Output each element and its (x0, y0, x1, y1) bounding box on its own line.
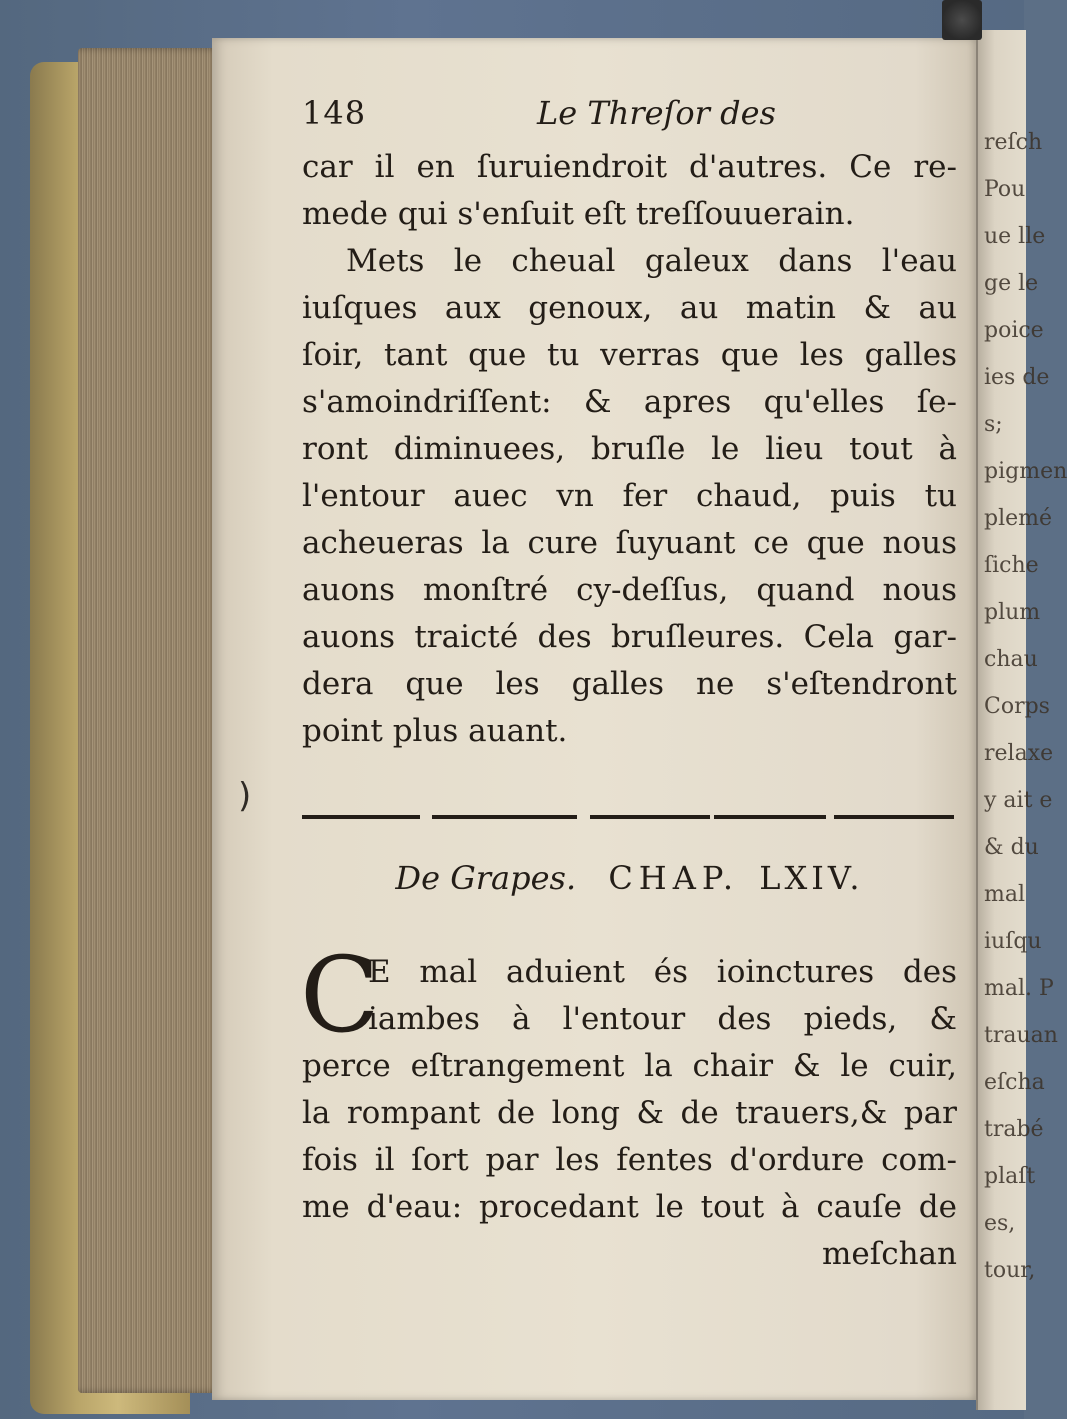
rule-segment (590, 815, 710, 819)
facing-page-fragment: poice (984, 318, 1044, 343)
text-line: ſoir, tant que tu verras que les galles (302, 337, 957, 373)
page-clip (942, 0, 982, 40)
chapter-title: De Grapes. (395, 859, 577, 897)
rule-segment (714, 815, 826, 819)
chapter-number: LXIV. (759, 859, 864, 897)
facing-page-fragment: iuſqu (984, 929, 1042, 954)
text-line: la rompant de long & de trauers,& par (302, 1095, 957, 1131)
text-line: auons traicté des bruſleures. Cela gar- (302, 619, 957, 655)
facing-page-fragment: mal. P (984, 976, 1054, 1001)
margin-mark: ) (238, 776, 252, 816)
facing-page-fragment: & du (984, 835, 1039, 860)
facing-page (976, 30, 1067, 1410)
rule-segment (432, 815, 577, 819)
facing-page-fragment: plaſt (984, 1164, 1036, 1189)
catchword: meſchan (822, 1236, 957, 1272)
text-line: fois il ſort par les fentes d'ordure com- (302, 1142, 957, 1178)
text-line: ront diminuees, bruſle le lieu tout à (302, 431, 957, 467)
facing-page-fragment: ies de (984, 365, 1050, 390)
text-line: perce eſtrangement la chair & le cuir, (302, 1048, 957, 1084)
facing-page-fragment: relaxe (984, 741, 1054, 766)
facing-page-fragment: trabé (984, 1117, 1044, 1142)
facing-page-fragment: y ait e (984, 788, 1053, 813)
facing-page-fragment: ge le (984, 271, 1039, 296)
facing-page-fragment: reſch (984, 130, 1043, 155)
text-line: car il en ſuruiendroit d'autres. Ce re- (302, 149, 957, 185)
ornamental-rule (302, 783, 957, 843)
text-line: iambes à l'entour des pieds, & (368, 1001, 957, 1037)
facing-page-fragment: eſcha (984, 1070, 1045, 1095)
facing-page-fragment: es, (984, 1211, 1016, 1236)
text-line: s'amoindriſſent: & apres qu'elles ſe- (302, 384, 957, 420)
text-line: Mets le cheual galeux dans l'eau (346, 243, 957, 279)
rule-segment (834, 815, 954, 819)
text-line: auons monſtré cy-deſſus, quand nous (302, 572, 957, 608)
facing-page-fragment: pigmen (984, 459, 1067, 484)
chapter-heading (302, 843, 957, 913)
drop-cap: C (300, 934, 380, 1056)
text-line: dera que les galles ne s'eſtendront (302, 666, 957, 702)
page (212, 38, 976, 1400)
facing-page-fragment: trauan (984, 1023, 1058, 1048)
facing-page-fragment: mal (984, 882, 1026, 907)
rule-segment (302, 815, 420, 819)
facing-page-fragment: tour, (984, 1258, 1036, 1283)
facing-page-fragment: s; (984, 412, 1003, 437)
text-line: E mal aduient és ioinctures des (368, 954, 957, 990)
chapter-label: CHAP. (608, 859, 740, 897)
page-header (302, 94, 957, 144)
facing-page-fragment: Corps (984, 694, 1050, 719)
page-number: 148 (302, 94, 367, 132)
facing-page-fragment: ſiche (984, 553, 1039, 578)
chapter-body (300, 934, 957, 1278)
text-line: point plus auant. (302, 713, 568, 749)
text-line: acheueras la cure ſuyuant ce que nous (302, 525, 957, 561)
facing-page-fragment: ue lle (984, 224, 1046, 249)
facing-page-fragment: Pou (984, 177, 1026, 202)
running-head: Le Threſor des (537, 94, 776, 132)
facing-page-fragment: plemé (984, 506, 1053, 531)
text-line: me d'eau: procedant le tout à cauſe de (302, 1189, 957, 1225)
text-line: l'entour auec vn fer chaud, puis tu (302, 478, 957, 514)
facing-page-fragment: plum (984, 600, 1041, 625)
text-line: iuſques aux genoux, au matin & au (302, 290, 957, 326)
text-line: mede qui s'enſuit eſt treſſouuerain. (302, 196, 855, 232)
text-block (302, 94, 957, 1278)
facing-page-fragment: chau (984, 647, 1038, 672)
page-edges (78, 48, 223, 1393)
